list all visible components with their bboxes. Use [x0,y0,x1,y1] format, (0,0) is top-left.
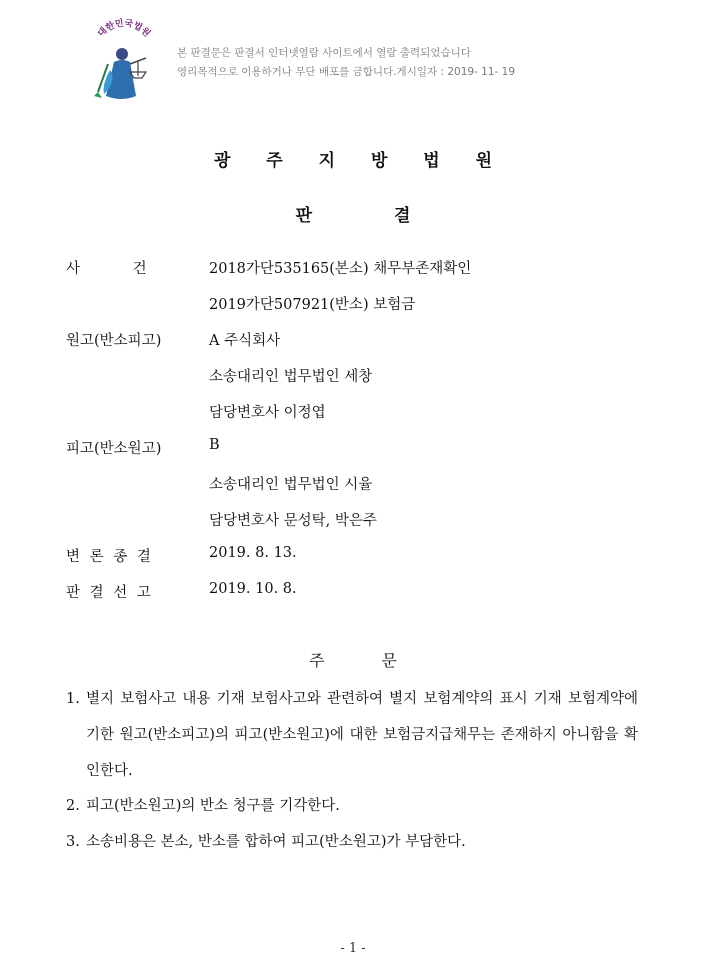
plaintiff-name: A 주식회사 [209,333,281,349]
case-number-counter: 2019가단507921(반소) 보험금 [209,297,416,313]
defendant-label: 피고(반소원고) [66,441,162,457]
print-notice [177,44,515,82]
order-item-3 [66,824,638,860]
order-item-text: 별지 보험사고 내용 기재 보험사고와 관련하여 별지 보험계약의 표시 기재 보험계약에 기한 원고(반소피고)의 피고(반소원고)에 대한 보험금지급채무는 존재하지 아니함을 확인한다. [86,691,638,779]
order-item-text: 소송비용은 본소, 반소를 합하여 피고(반소원고)가 부담한다. [86,834,466,850]
order-item-number: 1. [66,691,80,707]
plaintiff-agent: 소송대리인 법무법인 세창 [209,369,373,385]
notice-line-2: 영리목적으로 이용하거나 무단 배포를 금합니다.게시일자 : 2019- 11- 19 [177,66,516,78]
order-item-2 [66,788,638,824]
order-item-1 [66,681,638,789]
case-label: 사 건 [66,261,147,277]
closing-date: 2019. 8. 13. [209,545,297,561]
defendant-agent: 소송대리인 법무법인 시율 [209,477,373,493]
defendant-lawyer: 담당변호사 문성탁, 박은주 [209,513,377,529]
defendant-name: B [209,437,220,453]
order-title: 주 문 [309,651,397,670]
plaintiff-lawyer: 담당변호사 이정엽 [209,405,326,421]
document-title: 판 결 [295,206,411,226]
court-name: 광 주 지 방 법 원 [213,151,508,171]
svg-text:대한민국법원 [95,18,153,39]
plaintiff-label: 원고(반소피고) [66,333,162,349]
order-item-number: 3. [66,834,80,850]
ruling-label: 판 결 선 고 [66,585,151,601]
case-number-main: 2018가단535165(본소) 채무부존재확인 [209,261,472,277]
court-seal-logo [84,18,164,102]
notice-line-1: 본 판결문은 판결서 인터넷열람 사이트에서 열람 출력되었습니다 [177,47,471,59]
court-seal-icon [84,18,164,102]
logo-text: 대한민국법원 [96,18,152,40]
page-number: - 1 - [340,941,366,956]
order-item-text: 피고(반소원고)의 반소 청구를 기각한다. [86,798,340,814]
order-item-number: 2. [66,798,80,814]
ruling-date: 2019. 10. 8. [209,581,297,597]
closing-label: 변 론 종 결 [66,549,151,565]
